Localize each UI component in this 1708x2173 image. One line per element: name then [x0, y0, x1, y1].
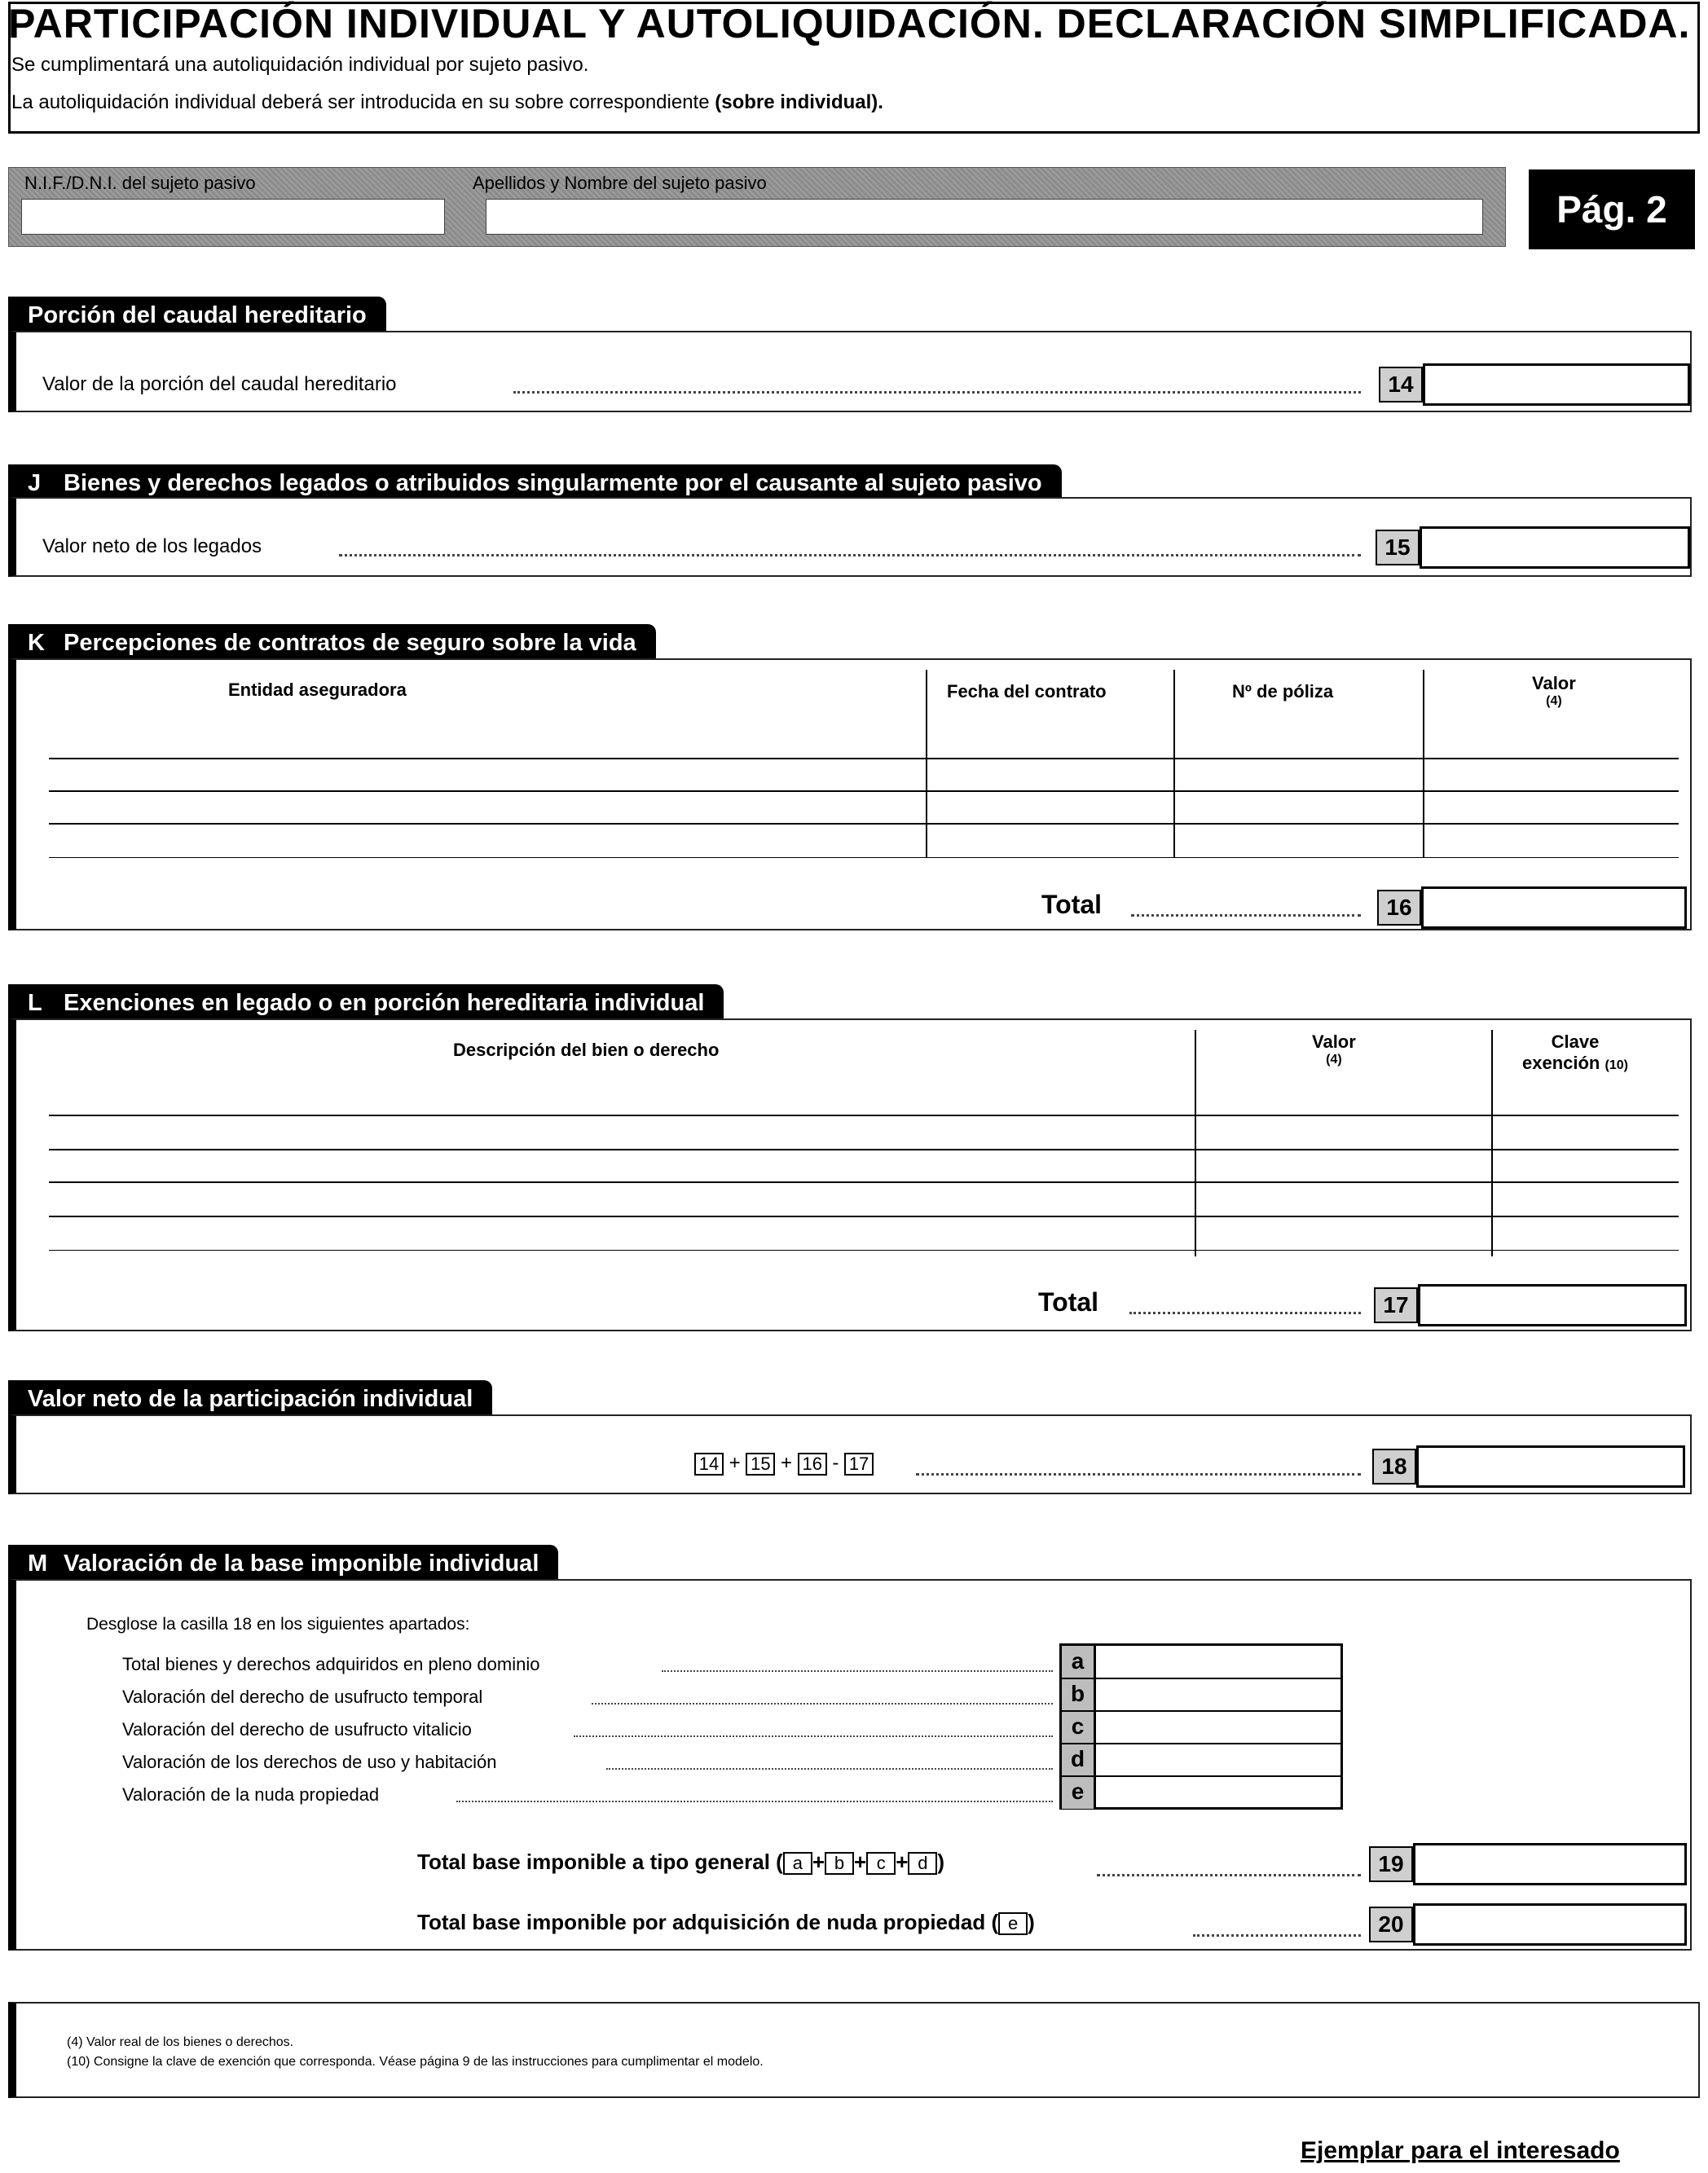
l-total-dots: [1129, 1312, 1361, 1314]
k-row-line-1: [49, 758, 1679, 759]
section-j-letter: J: [28, 470, 42, 496]
col-fecha-header: Fecha del contrato: [947, 681, 1107, 702]
section-j-tab: [8, 464, 1062, 500]
m-field-c[interactable]: [1099, 1713, 1339, 1742]
section-net-tab: [8, 1380, 492, 1416]
col-l-valor-header: [1312, 1032, 1356, 1067]
m-total-general-a: a: [783, 1852, 812, 1875]
l-total-label: Total: [1038, 1287, 1099, 1317]
k-total-dots: [1131, 914, 1361, 917]
casilla-19-field[interactable]: [1413, 1843, 1687, 1885]
m-grid-line-3: [1062, 1743, 1340, 1744]
note-10: (10) Consigne la clave de exención que corresponda. Véase página 9 de las instrucciones para cumplimentar el modelo.: [67, 2055, 764, 2069]
note-4: (4) Valor real de los bienes o derechos.: [67, 2035, 294, 2049]
m-letter-e: e: [1062, 1776, 1096, 1809]
m-letter-c: c: [1062, 1711, 1096, 1744]
casilla-20: 20: [1369, 1907, 1413, 1942]
m-total-nuda-label: Total base imponible por adquisición de nuda propiedad: [417, 1910, 986, 1934]
net-formula: [694, 1452, 874, 1476]
header-instruction-1: Se cumplimentará una autoliquidación individual por sujeto pasivo.: [11, 54, 589, 76]
casilla-14-field[interactable]: [1423, 363, 1690, 406]
header-instruction-2-text: La autoliquidación individual deberá ser introducida en su sobre correspondiente: [11, 91, 715, 113]
casilla-19: 19: [1369, 1846, 1413, 1882]
m-total-general-d: d: [908, 1852, 937, 1875]
m-letter-a: a: [1062, 1646, 1096, 1678]
l-row-line-4: [49, 1216, 1679, 1217]
section-m-tab: [8, 1545, 558, 1581]
m-grid-line-4: [1062, 1775, 1340, 1777]
nif-label: N.I.F./D.N.I. del sujeto pasivo: [24, 173, 256, 193]
formula-box-15: 15: [746, 1453, 775, 1476]
k-divider-2: [1173, 670, 1175, 857]
formula-op-1: +: [729, 1452, 741, 1474]
col-descripcion-header: Descripción del bien o derecho: [453, 1040, 720, 1060]
casilla-16-field[interactable]: [1421, 886, 1687, 929]
m-row-d-label: Valoración de los derechos de uso y habitación: [122, 1752, 497, 1772]
section-l-letter: L: [28, 990, 42, 1016]
section-k-tab: [8, 624, 656, 660]
section-portion-tab: [8, 297, 386, 332]
formula-box-16: 16: [798, 1453, 827, 1476]
header-instruction-2: [11, 91, 883, 114]
m-total-general-dots: [1097, 1874, 1361, 1876]
m-row-a-dots: [662, 1670, 1053, 1672]
m-breakdown-grid: [1059, 1643, 1343, 1810]
m-field-e[interactable]: [1099, 1778, 1339, 1807]
col-clave-header: [1522, 1032, 1628, 1076]
m-total-nuda-dots: [1193, 1934, 1361, 1937]
name-label: Apellidos y Nombre del sujeto pasivo: [473, 173, 767, 193]
l-row-line-5: [49, 1250, 1679, 1251]
col-clave-note: (10): [1605, 1058, 1628, 1072]
casilla-15-field[interactable]: [1420, 526, 1690, 569]
k-divider-1: [926, 670, 927, 857]
m-row-d-dots: [606, 1768, 1053, 1770]
casilla-18: 18: [1372, 1449, 1416, 1485]
m-field-a[interactable]: [1099, 1647, 1339, 1677]
section-k-title: Percepciones de contratos de seguro sobre la vida: [64, 630, 636, 656]
section-net-title: Valor neto de la participación individual: [28, 1386, 473, 1412]
notes-box: [8, 2002, 1700, 2098]
page-title: PARTICIPACIÓN INDIVIDUAL Y AUTOLIQUIDACIÓN. DECLARACIÓN SIMPLIFICADA.: [8, 1, 1691, 46]
m-row-c-label: Valoración del derecho de usufructo vitalicio: [122, 1719, 472, 1740]
m-total-general-label: Total base imponible a tipo general: [417, 1850, 770, 1874]
m-total-general: Total base imponible a tipo general ( a + b + c + d ): [417, 1850, 945, 1874]
legados-value-label: Valor neto de los legados: [42, 535, 262, 557]
casilla-14: 14: [1379, 367, 1423, 402]
casilla-17-field[interactable]: [1418, 1284, 1687, 1326]
formula-box-14: 14: [694, 1453, 724, 1476]
col-valor-header: [1532, 673, 1576, 709]
section-l-title: Exenciones en legado o en porción hereditaria individual: [64, 990, 705, 1016]
m-total-general-c: c: [866, 1852, 896, 1875]
casilla-17: 17: [1374, 1287, 1418, 1323]
m-row-c-dots: [574, 1735, 1053, 1737]
col-l-valor-header-text: Valor: [1312, 1032, 1356, 1052]
m-row-e-label: Valoración de la nuda propiedad: [122, 1784, 380, 1805]
casilla-15: 15: [1376, 530, 1420, 565]
section-l-tab: [8, 984, 724, 1020]
m-letter-b: b: [1062, 1678, 1096, 1711]
m-total-general-b: b: [825, 1852, 854, 1875]
casilla-18-field[interactable]: [1416, 1445, 1685, 1488]
k-divider-3: [1423, 670, 1424, 857]
m-letter-d: d: [1062, 1744, 1096, 1776]
portion-value-label: Valor de la porción del caudal hereditario: [42, 373, 397, 395]
l-divider-2: [1491, 1030, 1493, 1256]
m-intro: Desglose la casilla 18 en los siguientes apartados:: [86, 1615, 470, 1634]
formula-op-2: +: [781, 1452, 793, 1474]
l-row-line-1: [49, 1115, 1679, 1116]
portion-dots: [513, 391, 1361, 394]
col-clave-sub: exención: [1522, 1053, 1600, 1073]
m-grid-line-2: [1062, 1710, 1340, 1712]
col-entidad-header: Entidad aseguradora: [228, 680, 407, 700]
m-row-e-dots: [456, 1801, 1053, 1802]
k-row-line-2: [49, 790, 1679, 792]
m-grid-line-1: [1062, 1678, 1340, 1679]
m-row-a-label: Total bienes y derechos adquiridos en pleno dominio: [122, 1654, 540, 1674]
net-dots: [916, 1473, 1361, 1476]
l-row-line-3: [49, 1181, 1679, 1183]
m-total-nuda-e: e: [998, 1912, 1028, 1935]
m-field-d[interactable]: [1099, 1745, 1339, 1775]
section-m-letter: M: [28, 1551, 48, 1577]
section-j-title: Bienes y derechos legados o atribuidos singularmente por el causante al sujeto pasivo: [64, 470, 1042, 496]
formula-op-3: -: [832, 1452, 839, 1474]
l-row-line-2: [49, 1149, 1679, 1150]
page-number-badge: Pág. 2: [1529, 169, 1695, 249]
col-valor-note: (4): [1546, 694, 1562, 708]
section-k-letter: K: [28, 630, 45, 656]
legados-dots: [339, 554, 1361, 556]
casilla-16: 16: [1377, 890, 1421, 926]
nif-field[interactable]: [21, 199, 445, 235]
m-total-nuda: Total base imponible por adquisición de nuda propiedad ( e ): [417, 1910, 1035, 1934]
k-total-label: Total: [1041, 890, 1103, 919]
section-m-title: Valoración de la base imponible individual: [64, 1551, 539, 1577]
formula-box-17: 17: [844, 1453, 874, 1476]
header-instruction-2-bold: (sobre individual).: [715, 91, 883, 113]
col-l-valor-note: (4): [1326, 1053, 1342, 1067]
col-poliza-header: Nº de póliza: [1232, 681, 1334, 702]
m-row-b-label: Valoración del derecho de usufructo temporal: [122, 1687, 483, 1707]
m-row-b-dots: [592, 1703, 1053, 1705]
m-field-b[interactable]: [1099, 1680, 1339, 1709]
copy-designation: Ejemplar para el interesado: [1301, 2137, 1620, 2164]
name-field[interactable]: [486, 199, 1483, 235]
k-row-line-3: [49, 823, 1679, 825]
section-portion-title: Porción del caudal hereditario: [28, 302, 367, 328]
col-clave-header-text: Clave: [1551, 1032, 1600, 1052]
col-valor-header-text: Valor: [1532, 673, 1576, 693]
l-divider-1: [1195, 1030, 1196, 1256]
k-row-line-4: [49, 857, 1679, 858]
casilla-20-field[interactable]: [1413, 1903, 1687, 1946]
